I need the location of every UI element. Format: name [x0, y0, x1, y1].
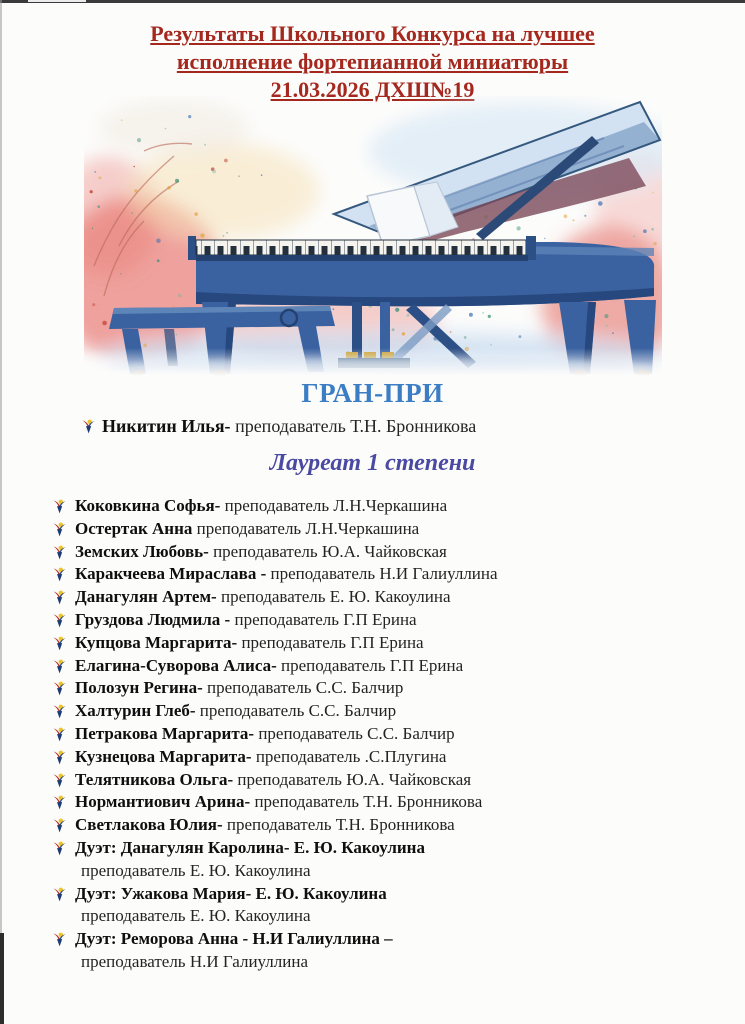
ribbon-bullet-icon	[53, 773, 66, 788]
laureate-name: Телятникова Ольга-	[75, 769, 234, 789]
laureate-item	[54, 541, 745, 564]
laureate-teacher: преподаватель .С.Плугина	[255, 746, 447, 766]
laureate-item	[54, 586, 745, 609]
ribbon-bullet-icon	[53, 681, 66, 696]
laureate-item	[54, 632, 745, 655]
laureate-name: Данагулян Артем-	[75, 587, 217, 607]
laureate-item	[54, 655, 745, 678]
laureate-item	[54, 518, 745, 541]
laureate-name: Купцова Маргарита-	[75, 632, 238, 652]
laureate-name: Груздова Людмила -	[75, 609, 231, 629]
laureate-name: Елагина-Суворова Алиса-	[75, 655, 277, 675]
laureate-teacher: преподаватель Л.Н.Черкашина	[224, 496, 448, 515]
ribbon-bullet-icon	[53, 522, 66, 537]
ribbon-bullet-icon	[53, 750, 66, 765]
laureate-name: Нормантиович Арина-	[75, 792, 251, 812]
laureate-item	[54, 883, 745, 929]
ribbon-bullet-icon	[53, 499, 66, 514]
laureate-teacher: преподаватель Ю.А. Чайковская	[213, 541, 447, 561]
laureate-teacher: преподаватель Г.П Ерина	[241, 632, 424, 652]
laureate-name: Светлакова Юлия-	[75, 815, 223, 835]
scan-artifact-left-edge	[0, 0, 2, 1024]
laureate-teacher: преподаватель Г.П Ерина	[281, 655, 464, 675]
laureate-name: Дуэт: Ужакова Мария- Е. Ю. Какоулина	[75, 883, 387, 903]
scan-artifact-top-edge	[0, 0, 745, 3]
laureate-item	[54, 677, 745, 700]
laureate-teacher: преподаватель С.С. Балчир	[199, 701, 397, 721]
laureate-teacher: преподаватель Л.Н.Черкашина	[196, 518, 420, 538]
piano-illustration-svg	[84, 96, 662, 376]
laureate-teacher: преподаватель Н.И Галиуллина	[270, 564, 498, 584]
laureate-name: Земских Любовь-	[75, 541, 209, 561]
laureate-item	[54, 495, 745, 518]
laureate-teacher: преподаватель Ю.А. Чайковская	[237, 769, 472, 789]
laureate-name: Халтурин Глеб-	[75, 701, 196, 721]
granprix-winner-teacher: преподаватель Т.Н. Бронникова	[235, 416, 477, 436]
laureate-name: Кузнецова Маргарита-	[75, 746, 252, 766]
laureates-list	[0, 495, 745, 974]
scan-artifact-left-bottom-edge	[0, 933, 4, 1024]
laureate-teacher-second-line: преподаватель Е. Ю. Какоулина	[81, 860, 311, 880]
laureate-name: Дуэт: Данагулян Каролина- Е. Ю. Какоулина	[75, 837, 425, 857]
laureate-name: Коковкина Софья-	[75, 496, 221, 515]
granprix-heading: ГРАН-ПРИ	[301, 378, 444, 408]
laureate-name: Остертак Анна	[75, 518, 193, 538]
ribbon-bullet-icon	[53, 590, 66, 605]
laureate-teacher: преподаватель Т.Н. Бронникова	[226, 815, 455, 835]
ribbon-bullet-icon	[53, 567, 66, 582]
laureate-item	[54, 700, 745, 723]
ribbon-bullet-icon	[53, 545, 66, 560]
laureate-name: Каракчеева Мираслава -	[75, 564, 267, 584]
ribbon-bullet-icon	[53, 818, 66, 833]
ribbon-bullet-icon	[82, 419, 95, 434]
laureate-name: Полозун Регина-	[75, 678, 203, 698]
laureate-teacher: преподаватель Т.Н. Бронникова	[254, 792, 483, 812]
laureate-item	[54, 814, 745, 837]
ribbon-bullet-icon	[53, 887, 66, 902]
laureate-section-heading: Лауреат 1 степени	[269, 450, 476, 476]
laureate-item	[54, 563, 745, 586]
ribbon-bullet-icon	[53, 795, 66, 810]
laureate-item	[54, 928, 745, 974]
laureate-teacher-second-line: преподаватель Е. Ю. Какоулина	[81, 906, 311, 926]
laureate-item	[54, 746, 745, 769]
laureate-name: Дуэт: Реморова Анна - Н.И Галиуллина –	[75, 929, 393, 949]
laureate-teacher: преподаватель С.С. Балчир	[206, 678, 404, 698]
piano-watercolor-illustration	[84, 96, 662, 376]
granprix-winner-name: Никитин Илья-	[102, 416, 231, 436]
document-title	[0, 0, 745, 104]
laureate-item	[54, 837, 745, 883]
title-line-2: исполнение фортепианной миниатюры	[176, 49, 569, 74]
ribbon-bullet-icon	[53, 932, 66, 947]
title-line-3: 21.03.2026 ДХШ№19	[270, 77, 475, 102]
laureate-teacher: преподаватель Г.П Ерина	[234, 609, 417, 629]
ribbon-bullet-icon	[53, 636, 66, 651]
laureate-item	[54, 769, 745, 792]
granprix-winner-row	[82, 415, 745, 437]
laureate-item	[54, 609, 745, 632]
ribbon-bullet-icon	[53, 841, 66, 856]
scan-artifact-top-notch	[28, 0, 86, 2]
laureate-teacher: преподаватель С.С. Балчир	[258, 723, 455, 743]
ribbon-bullet-icon	[53, 704, 66, 719]
laureate-item	[54, 791, 745, 814]
laureate-teacher-second-line: преподаватель Н.И Галиуллина	[81, 951, 309, 971]
laureate-item	[54, 723, 745, 746]
ribbon-bullet-icon	[53, 613, 66, 628]
laureate-name: Петракова Маргарита-	[75, 723, 255, 743]
title-line-1: Результаты Школьного Конкурса на лучшее	[150, 21, 595, 46]
laureate-teacher: преподаватель Е. Ю. Какоулина	[220, 587, 451, 607]
ribbon-bullet-icon	[53, 727, 66, 742]
ribbon-bullet-icon	[53, 659, 66, 674]
